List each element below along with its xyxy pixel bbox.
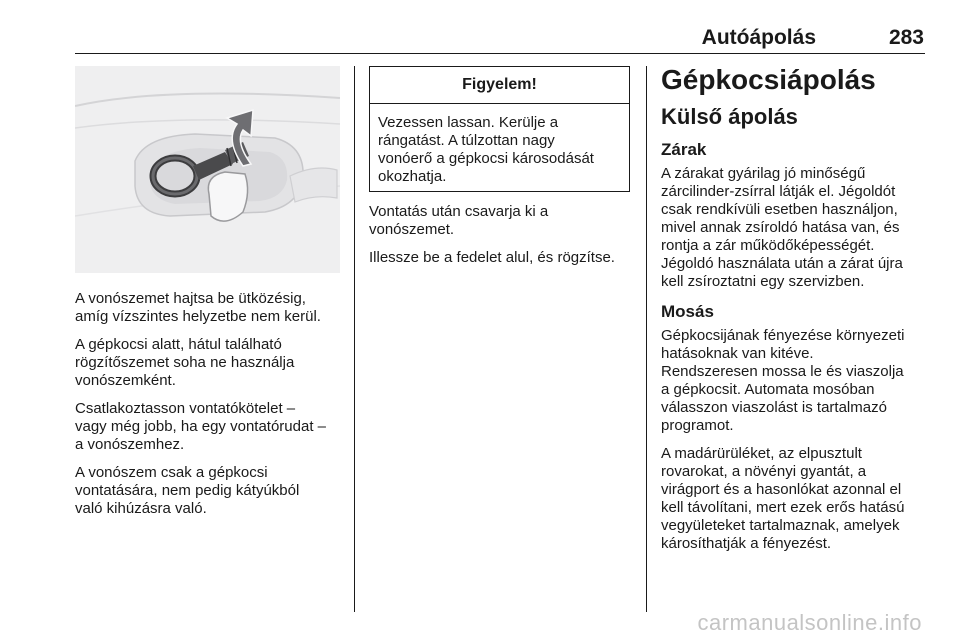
instruction-paragraph: A vonószem csak a gépkocsi vontatására, nem pedig kátyúkból való kihúzásra való. (75, 464, 300, 517)
tow-eye-drawing (75, 66, 340, 273)
column-right-text (661, 63, 927, 563)
subsection-heading-washing: Mosás (661, 302, 714, 321)
chapter-heading: Gépkocsiápolás (661, 64, 876, 95)
tow-eye-illustration (75, 66, 340, 273)
column-middle-text (369, 203, 634, 277)
column-divider-left (354, 66, 355, 612)
header-rule (75, 53, 925, 54)
washing-paragraph: Gépkocsijának fényezése környezeti hatásoknak van kitéve. Rendszeresen mossa le és viaszolja a gépkocsit. Automata mosóban válasszon viaszolást is tartalmazó programot. (661, 327, 905, 434)
instruction-paragraph: Csatlakoztasson vontatókötelet – vagy még jobb, ha egy vontatórudat – a vonószemhez. (75, 400, 327, 453)
section-heading: Külső ápolás (661, 104, 798, 129)
warning-text: Vezessen lassan. Kerülje a rángatást. A túlzottan nagy vonóerő a gépkocsi károsodását okozhatja. (378, 114, 594, 185)
locks-paragraph: A zárakat gyárilag jó minőségű zárcilinder-zsírral látják el. Jégoldót csak rendkívüli esetben használjon, mivel annak zsíroldó hatása van, és rontja a zár működőképességét. Jégoldó használata után a zárat újra kell zsíroztatni egy szervizben. (661, 165, 903, 290)
instruction-paragraph: A gépkocsi alatt, hátul található rögzítőszemet soha ne használja vonószemként. (75, 336, 295, 389)
instruction-paragraph: Vontatás után csavarja ki a vonószemet. (369, 203, 549, 238)
warning-box (369, 66, 630, 192)
page-header-title: Autóápolás (701, 26, 816, 49)
instruction-paragraph: A vonószemet hajtsa be ütközésig, amíg vízszintes helyzetbe nem kerül. (75, 290, 321, 325)
subsection-heading-locks: Zárak (661, 140, 707, 159)
instruction-paragraph: Illessze be a fedelet alul, és rögzítse. (369, 249, 615, 266)
warning-title: Figyelem! (370, 67, 629, 104)
column-left-text (75, 290, 345, 528)
washing-paragraph: A madárürüléket, az elpusztult rovarokat, a növényi gyantát, a virágport és a hasonlókat azonnal el kell távolítani, mert ezek erős hatású vegyületeket tartalmaznak, amelyek károsíthatják a fényezést. (661, 445, 905, 552)
watermark: carmanualsonline.info (697, 610, 922, 635)
column-divider-right (646, 66, 647, 612)
page-number: 283 (888, 26, 924, 49)
